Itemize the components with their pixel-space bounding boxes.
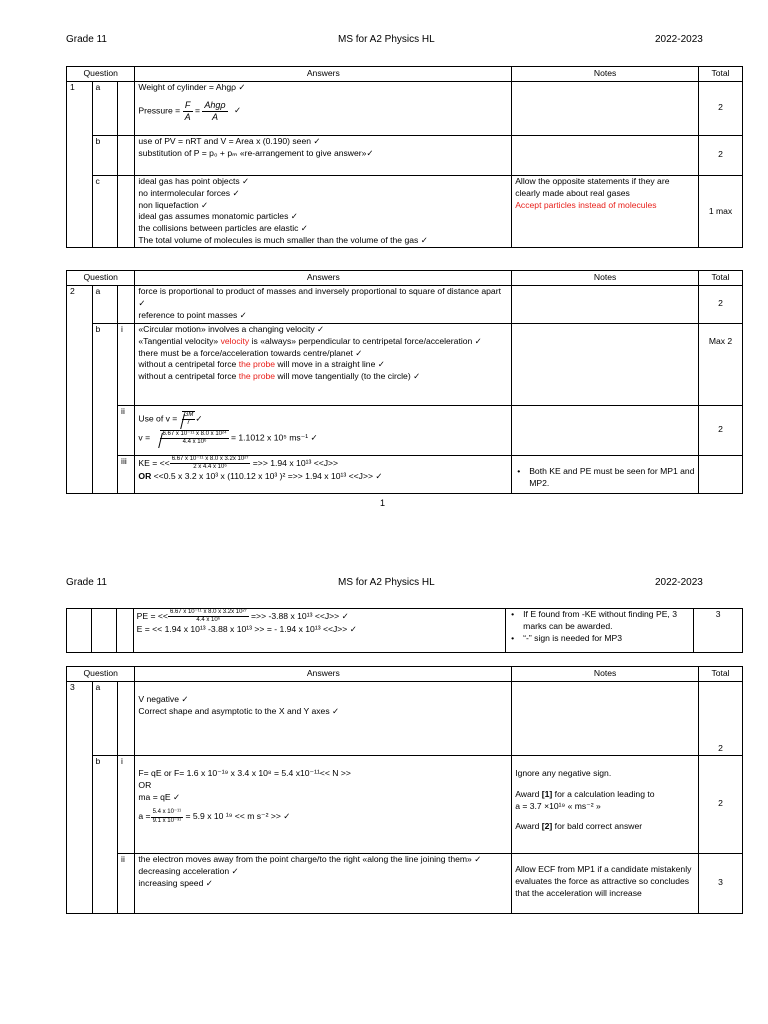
subpart-label: i (118, 755, 135, 853)
col-answers: Answers (135, 271, 512, 286)
col-total: Total (699, 67, 743, 82)
total-cell: 2 (699, 755, 743, 853)
header-title: MS for A2 Physics HL (338, 34, 435, 45)
answer-cell: Weight of cylinder = Ahgρ ✓ Pressure = $\frac{F}{A}$ = $\frac{\text{Ahgρ}}{A}$ ✓ (135, 81, 512, 135)
question-number: 1 (67, 81, 93, 247)
total-cell: 1 max (699, 175, 743, 247)
col-question: Question (67, 67, 135, 82)
part-label: b (92, 135, 118, 175)
page-number: 1 (380, 498, 386, 508)
part-label: a (92, 285, 118, 323)
col-notes: Notes (512, 271, 699, 286)
answer-cell: «Circular motion» involves a changing velocity ✓ «Tangential velocity» velocity is «always» perpendicular to centripetal force/acceleration ✓ there must be a force/acceleration towards centre/planet ✓ without a centripetal force the probe will move in a straight line ✓ without a centripetal force the probe will move tangentially (to the circle) ✓ (135, 323, 512, 405)
total-cell: 2 (699, 681, 743, 755)
part-label: a (92, 681, 118, 755)
answer-cell: use of PV = nRT and V = Area x (0.190) seen ✓ substitution of P = p₀ + pₘ «re-arrangement to give answer»✓ (135, 135, 512, 175)
subpart-label: ii (118, 405, 135, 455)
notes-cell: Ignore any negative sign. Award [1] for a calculation leading to a = 3.7 ×10¹⁹ « ms⁻² » Award [2] for bald correct answer (512, 755, 699, 853)
question-2-continued-table (66, 608, 743, 653)
answer-cell: F= qE or F= 1.6 x 10⁻¹⁹ x 3.4 x 10⁸ = 5.4 x10⁻¹¹<< N >> OR ma = qE ✓ a = $\frac{\text{5.4 x 10⁻¹¹}}{\text{9.1 x 10⁻³¹}}$ = 5.9 x 10 ¹⁹ << m s⁻² >> ✓ (135, 755, 512, 853)
part-label: b (92, 755, 118, 913)
subpart-label: i (118, 323, 135, 405)
col-total: Total (699, 271, 743, 286)
answer-cell: ideal gas has point objects ✓ no intermolecular forces ✓ non liquefaction ✓ ideal gas assumes monatomic particles ✓ the collisions between particles are elastic ✓ The total volume of molecules is much smaller than the volume of the gas ✓ (135, 175, 512, 247)
answer-cell: V negative ✓ Correct shape and asymptotic to the X and Y axes ✓ (135, 681, 512, 755)
total-cell: 2 (699, 135, 743, 175)
total-cell: 2 (699, 81, 743, 135)
subpart-label: iii (118, 455, 135, 493)
col-answers: Answers (135, 67, 512, 82)
notes-cell: • If E found from -KE without finding PE, 3 marks can be awarded. • “-” sign is needed for MP3 (506, 609, 694, 653)
col-question: Question (67, 667, 135, 682)
answer-cell: PE = << $\frac{\text{6.67 x 10⁻¹¹ x 8.0 x 3.2x 10²⁷}}{\text{4.4 x 10⁶}}$ =>> -3.88 x 10¹³ <<J>> ✓ E = << 1.94 x 10¹³ -3.88 x 10¹³ >> = - 1.94 x 10¹³ <<J>> ✓ (133, 609, 506, 653)
answer-cell: Use of v = $\frac{GM}{r}$ ✓ v = $\frac{\text{6.67 x 10⁻¹¹ x 8.0 x 10²⁴}}{\text{4.4 x 10⁶}}$ = 1.1012 x 10⁵ ms⁻¹ ✓ (135, 405, 512, 455)
question-2-table (66, 270, 743, 494)
notes-cell: • Both KE and PE must be seen for MP1 and MP2. (512, 455, 699, 493)
part-label: b (92, 323, 118, 493)
header-year: 2022-2023 (655, 577, 703, 588)
total-cell: 2 (699, 285, 743, 323)
part-label: c (92, 175, 118, 247)
total-cell: 3 (694, 609, 743, 653)
answer-cell: the electron moves away from the point charge/to the right «along the line joining them» ✓ decreasing acceleration ✓ increasing speed ✓ (135, 853, 512, 913)
question-number: 2 (67, 285, 93, 493)
question-1-table (66, 66, 743, 248)
header-year: 2022-2023 (655, 34, 703, 45)
header-grade: Grade 11 (66, 577, 107, 588)
answer-cell: KE = << $\frac{\text{6.67 x 10⁻¹¹ x 8.0 x 3.2x 10²⁷}}{\text{2 x 4.4 x 10⁶}}$ =>> 1.94 x 10¹³ <<J>> OR <<0.5 x 3.2 x 10³ x (110.12 x 10³ )² =>> 1.94 x 10¹³ <<J>> ✓ (135, 455, 512, 493)
total-cell: 3 (699, 853, 743, 913)
part-label: a (92, 81, 118, 135)
col-total: Total (699, 667, 743, 682)
question-3-table (66, 666, 743, 914)
header-grade: Grade 11 (66, 34, 107, 45)
total-cell: Max 2 (699, 323, 743, 405)
subpart-label: ii (118, 853, 135, 913)
notes-cell: Allow the opposite statements if they are clearly made about real gases Accept particles instead of molecules (512, 175, 699, 247)
header-title: MS for A2 Physics HL (338, 577, 435, 588)
question-number: 3 (67, 681, 93, 913)
col-notes: Notes (512, 667, 699, 682)
col-notes: Notes (512, 67, 699, 82)
total-cell: 2 (699, 405, 743, 455)
col-answers: Answers (135, 667, 512, 682)
col-question: Question (67, 271, 135, 286)
notes-cell: Allow ECF from MP1 if a candidate mistakenly evaluates the force as attractive so concludes that the acceleration will increase (512, 853, 699, 913)
answer-cell: force is proportional to product of masses and inversely proportional to square of distance apart ✓ reference to point masses ✓ (135, 285, 512, 323)
